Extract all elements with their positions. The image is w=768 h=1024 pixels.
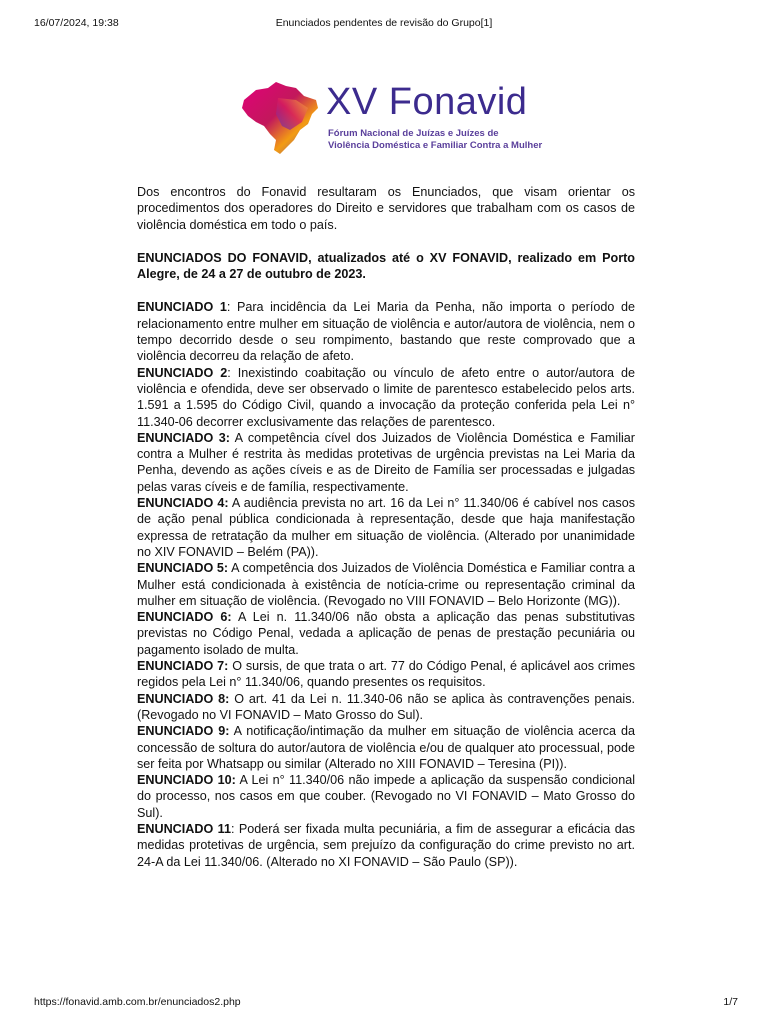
enunciado-1 [137, 299, 635, 364]
enunciado-5 [137, 560, 635, 609]
enunciado-10 [137, 772, 635, 821]
enunciado-text: A Lei n° 11.340/06 não impede a aplicação da suspensão condicional do processo, nos casos em que couber. (Revogado no VI FONAVID – Mato Grosso do Sul). [137, 773, 635, 820]
enunciado-label: ENUNCIADO 11 [137, 821, 231, 836]
print-header-date: 16/07/2024, 19:38 [34, 17, 119, 29]
enunciado-4 [137, 495, 635, 560]
enunciado-text: A competência cível dos Juizados de Violência Doméstica e Familiar contra a Mulher é restrita às medidas protetivas de urgência previstas na Lei Maria da Penha, devendo as ações cíveis e as de Direito de Família ser processadas e julgadas pelas varas cíveis e de família, respectivamente. [137, 430, 635, 494]
enunciado-text: O art. 41 da Lei n. 11.340-06 não se aplica às contravenções penais. (Revogado no VI FONAVID – Mato Grosso do Sul). [137, 691, 635, 722]
print-footer-url[interactable]: https://fonavid.amb.com.br/enunciados2.php [34, 996, 241, 1008]
enunciado-label: ENUNCIADO 10: [137, 773, 236, 788]
enunciado-text: A Lei n. 11.340/06 não obsta a aplicação das penas substitutivas previstas no Código Penal, vedada a aplicação de penas de prestação pecuniária ou pagamento isolado de multa. [137, 610, 635, 657]
enunciado-label: ENUNCIADO 5: [137, 561, 229, 576]
enunciado-text: A notificação/intimação da mulher em situação de violência acerca da concessão de soltura do autor/autora de violência e/ou de qualquer ato processual, pode ser feita por Whatsapp ou similar (Alterado no XIII FONAVID – Teresina (PI)). [137, 724, 635, 771]
document-body [137, 184, 635, 870]
enunciado-6 [137, 609, 635, 658]
enunciado-label: ENUNCIADO 7: [137, 659, 229, 674]
enunciado-7 [137, 658, 635, 691]
enunciado-label: ENUNCIADO 8: [137, 691, 230, 706]
enunciado-text: : Inexistindo coabitação ou vínculo de afeto entre o autor/autora de violência e ofendida, deve ser observado o limite de parentesco estabelecido pelos arts. 1.591 a 1.595 do Código Civil, quando a invocação da proteção conferida pela Lei n° 11.340-06 decorrer exclusivamente das relações de parentesco. [137, 365, 635, 429]
enunciado-label: ENUNCIADO 9: [137, 724, 230, 739]
brazil-map-icon [238, 78, 320, 156]
logo-subtitle-line-2: Violência Doméstica e Familiar Contra a Mulher [328, 140, 543, 151]
enunciado-11 [137, 821, 635, 870]
enunciado-text: : Poderá ser fixada multa pecuniária, a fim de assegurar a eficácia das medidas protetivas de urgência, sem prejuízo da configuração do crime previsto no art. 24-A da Lei 11.340/06. (Alterado no XI FONAVID – São Paulo (SP)). [137, 821, 635, 869]
enunciado-label: ENUNCIADO 1 [137, 300, 227, 315]
enunciado-9 [137, 723, 635, 772]
enunciado-label: ENUNCIADO 2 [137, 365, 228, 380]
enunciado-3 [137, 430, 635, 495]
enunciado-text: A audiência prevista no art. 16 da Lei n° 11.340/06 é cabível nos casos de ação penal pública condicionada à representação, desde que haja manifestação expressa de retratação da mulher em situação de violência. (Alterado por unanimidade no XIV FONAVID – Belém (PA)). [137, 496, 635, 559]
enunciado-2 [137, 365, 635, 430]
logo-title: XV Fonavid [326, 81, 528, 123]
enunciado-text: : Para incidência da Lei Maria da Penha, não importa o período de relacionamento entre mulher em situação de violência e autor/autora de violência, nem o tempo decorrido desde o seu rompimento, bastando que reste comprovado que a violência decorreu da relação de afeto. [137, 300, 635, 364]
enunciado-text: O sursis, de que trata o art. 77 do Código Penal, é aplicável aos crimes regidos pela Lei n° 11.340/06, quando presentes os requisitos. [137, 659, 635, 690]
fonavid-logo [238, 78, 543, 158]
print-footer-page: 1/7 [723, 996, 738, 1008]
logo-subtitle [328, 128, 542, 152]
logo-subtitle-line-1: Fórum Nacional de Juízas e Juízes de [328, 128, 499, 139]
enunciado-label: ENUNCIADO 6: [137, 610, 232, 625]
print-header-title: Enunciados pendentes de revisão do Grupo[1] [275, 17, 493, 29]
document-heading: ENUNCIADOS DO FONAVID, atualizados até o XV FONAVID, realizado em Porto Alegre, de 24 a 27 de outubro de 2023. [137, 250, 635, 282]
intro-paragraph: Dos encontros do Fonavid resultaram os Enunciados, que visam orientar os procedimentos dos operadores do Direito e servidores que trabalham com os casos de violência doméstica em todo o país. [137, 185, 635, 232]
enunciado-label: ENUNCIADO 3: [137, 430, 230, 445]
enunciado-label: ENUNCIADO 4: [137, 496, 229, 511]
enunciado-8 [137, 691, 635, 724]
enunciado-text: A competência dos Juizados de Violência Doméstica e Familiar contra a Mulher está condicionada à existência de notícia-crime ou representação criminal da mulher em situação de violência. (Revogado no VIII FONAVID – Belo Horizonte (MG)). [137, 561, 635, 608]
